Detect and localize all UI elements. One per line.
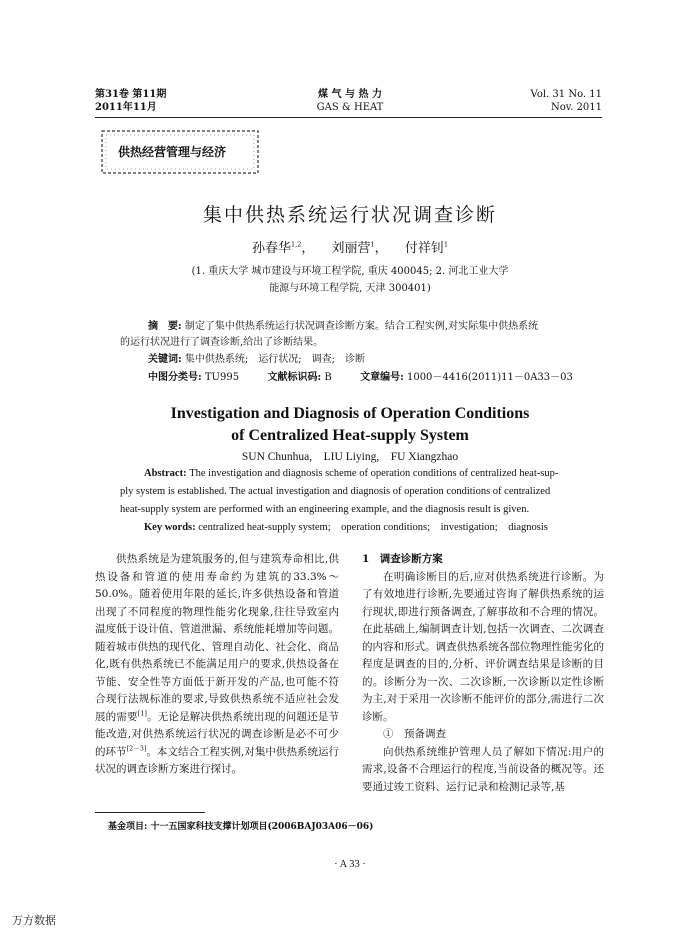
classification-line: 中图分类号: TU995 文献标识码: B 文章编号: 1000－4416(2011)11－0A33－03: [148, 372, 573, 383]
header-rule: [95, 117, 602, 118]
title-en: Investigation and Diagnosis of Operation Conditions of Centralized Heat-supply System: [170, 405, 530, 444]
section-badge-label: 供热经营管理与经济: [118, 145, 227, 159]
header-right: [531, 88, 602, 114]
author-name: 孙春华: [252, 241, 292, 256]
header-center: [250, 88, 450, 114]
page-number: · A 33 ·: [334, 859, 366, 870]
author-name: 刘丽营: [331, 241, 371, 256]
keywords-en-label: Key words:: [144, 522, 196, 533]
doc-code: B: [324, 372, 332, 383]
volume-issue-en: Vol. 31 No. 11: [530, 89, 602, 100]
volume-issue-cn: 第31卷 第11期: [95, 89, 167, 100]
authors-cn: 孙春华$^{1,2}$， 刘丽营$^1$， 付祥钊$^1$: [252, 240, 448, 256]
section-badge: [100, 129, 260, 175]
citation: [2－3]: [126, 744, 147, 752]
watermark: 万方数据: [12, 914, 56, 927]
abstract-cn: 摘 要: 制定了集中供热系统运行状况调查诊断方案。结合工程实例,对实际集中供热系统 的运行状况进行了调查诊断,给出了诊断结果。: [120, 321, 539, 348]
abstract-cn-label: 摘 要:: [148, 321, 182, 332]
article-number: 1000－4416(2011)11－0A33－03: [406, 372, 573, 383]
section-heading: 1 调查诊断方案: [362, 553, 443, 565]
clc-number: TU995: [204, 372, 240, 383]
affiliation-cn: (1. 重庆大学 城市建设与环境工程学院, 重庆 400045; 2. 河北工业大学 能源与环境工程学院, 天津 300401): [191, 266, 509, 294]
body-right-column: [362, 551, 604, 796]
author-affiliation-sup: 1,2: [291, 240, 302, 249]
citation: [1]: [137, 709, 147, 717]
keywords-cn-label: 关键词:: [148, 354, 182, 365]
header-left: [95, 88, 166, 114]
abstract-en-label: Abstract:: [144, 468, 187, 479]
author-affiliation-sup: 1: [370, 240, 375, 249]
date-cn: 2011年11月: [95, 102, 157, 113]
abstract-en: Abstract: The investigation and diagnosis scheme of operation conditions of centralized heat-sup- ply system is established. The actual investigation and diagnosis of operation conditions of centralized heat-supply system are performed with an engineering example, and the diagnosis result is given.: [120, 468, 559, 515]
date-en: Nov. 2011: [550, 102, 602, 113]
author-affiliation-sup: 1: [443, 240, 448, 249]
keywords-cn: 关键词: 集中供热系统; 运行状况; 调查; 诊断: [148, 354, 365, 365]
author-name: 付祥钊: [404, 241, 444, 256]
journal-name-en: GAS & HEAT: [316, 102, 384, 113]
authors-en: SUN Chunhua, LIU Liying, FU Xiangzhao: [241, 451, 459, 463]
journal-name-cn: 煤 气 与 热 力: [318, 89, 382, 100]
footnote-rule: [95, 812, 205, 813]
sub-heading: ① 预备调查: [383, 728, 446, 740]
keywords-en: Key words: centralized heat-supply system; operation conditions; investigation; diagnosis: [144, 522, 548, 533]
paragraph: 在明确诊断目的后,应对供热系统进行诊断。为了有效地进行诊断,先要通过咨询了解供热系统的运行现状,即进行预备调查,了解事故和不合理的情况。在此基础上,编制调查计划,包括一次调查、二次调查的内容和形式。调查供热系统各部位物理性能劣化的程度是调查的目的,分析、评价调查结果是诊断的目的。诊断分为一次、二次诊断,一次诊断以定性诊断为主,对于采用一次诊断不能评价的部分,需进行二次诊断。: [362, 570, 604, 723]
paragraph: 供热系统是为建筑服务的,但与建筑寿命相比,供热设备和管道的使用寿命约为建筑的33.3%～50.0%。随着使用年限的延长,许多供热设备和管道出现了不同程度的物理性能劣化现象,往往导致室内温度低于设计值、管道泄漏、系统能耗增加等问题。随着城市供热的现代化、管理自动化、社会化、商品化,既有供热系统已不能满足用户的要求,供热设备在节能、安全性等方面低于新开发的产品,也可能不符合现行法规标准的要求,导致供热系统不适应社会发展的需要[1]。无论是解决供热系统出现的问题还是节能改造,对供热系统运行状况的调查诊断是必不可少的环节[2－3]。本文结合工程实例,对集中供热系统运行状况的调查诊断方案进行探讨。: [95, 553, 339, 775]
body-left-column: [95, 551, 339, 779]
paragraph: 向供热系统维护管理人员了解如下情况:用户的需求,设备不合理运行的程度,当前设备的概况等。还要通过竣工资料、运行记录和检测记录等,基: [362, 745, 604, 793]
footnote: 基金项目: 十一五国家科技支撑计划项目(2006BAJ03A06－06): [108, 822, 374, 832]
title-cn: 集中供热系统运行状况调查诊断: [202, 204, 497, 226]
